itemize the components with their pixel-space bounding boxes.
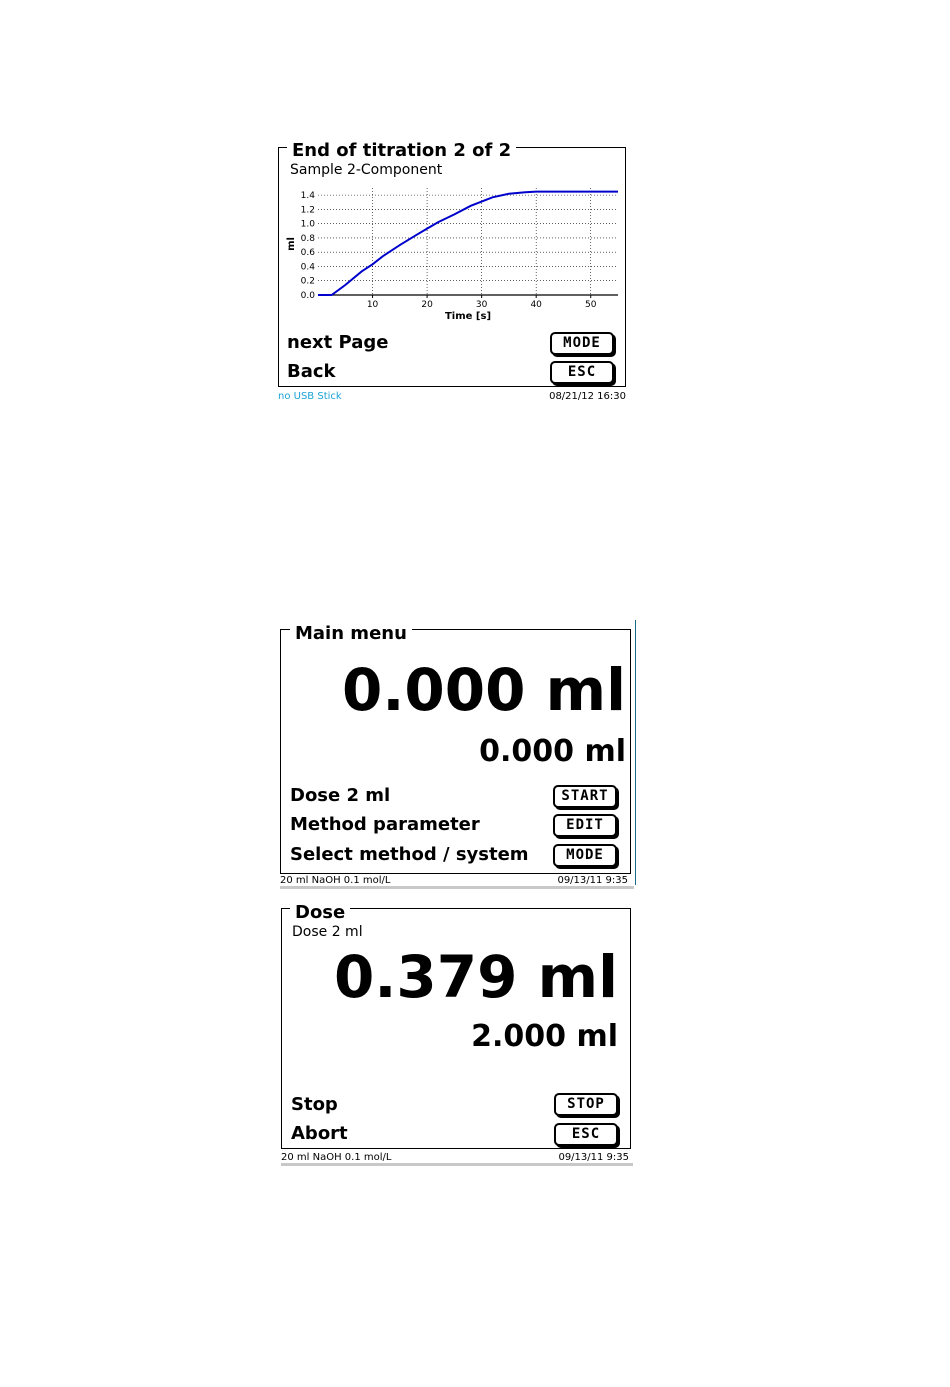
mode-button[interactable]: MODE — [553, 844, 617, 867]
y-tick-label: 0.6 — [300, 248, 315, 259]
esc-button[interactable]: ESC — [550, 361, 614, 384]
back-label: Back — [287, 361, 336, 382]
select-method-label: Select method / system — [290, 844, 529, 865]
status-underline — [281, 1163, 633, 1166]
dose-subtitle: Dose 2 ml — [292, 924, 363, 940]
scroll-indicator — [635, 620, 636, 885]
screen-title: Main menu — [290, 625, 412, 643]
y-tick-label: 1.2 — [300, 205, 315, 216]
y-tick-label: 0.2 — [300, 276, 315, 287]
x-tick-label: 20 — [421, 300, 433, 310]
sample-subtitle: Sample 2-Component — [290, 162, 443, 178]
y-tick-label: 1.0 — [300, 219, 315, 230]
y-tick-label: 1.4 — [300, 191, 315, 202]
stop-button[interactable]: STOP — [554, 1093, 618, 1116]
y-tick-label: 0.0 — [300, 291, 315, 301]
screen-title: End of titration 2 of 2 — [287, 142, 516, 160]
x-axis-label: Time [s] — [444, 311, 492, 322]
x-tick-label: 10 — [366, 300, 379, 310]
next-page-label: next Page — [287, 332, 389, 353]
y-tick-label: 0.8 — [300, 233, 315, 244]
target-volume: 2.000 ml — [471, 1019, 618, 1054]
x-tick-label: 30 — [475, 300, 488, 310]
usb-status: no USB Stick — [278, 391, 342, 402]
dosed-volume: 0.379 ml — [334, 943, 618, 1011]
secondary-volume: 0.000 ml — [479, 734, 626, 769]
y-axis-label: ml — [286, 237, 297, 251]
method-parameter-label: Method parameter — [290, 814, 480, 835]
dose-label: Dose 2 ml — [290, 785, 391, 806]
screen-title: Dose — [290, 904, 350, 922]
titration-chart — [282, 180, 622, 325]
stop-label: Stop — [291, 1094, 338, 1115]
mode-button[interactable]: MODE — [550, 332, 614, 355]
abort-label: Abort — [291, 1123, 348, 1144]
status-underline — [280, 886, 634, 889]
start-button[interactable]: START — [553, 785, 617, 808]
series-line — [318, 192, 618, 295]
x-tick-label: 40 — [530, 300, 542, 310]
x-tick-label: 50 — [585, 300, 597, 310]
y-tick-label: 0.4 — [300, 262, 315, 273]
dosed-volume: 0.000 ml — [342, 656, 626, 724]
edit-button[interactable]: EDIT — [553, 814, 617, 837]
reagent-status: 20 ml NaOH 0.1 mol/L — [281, 1152, 392, 1163]
status-datetime: 09/13/11 9:35 — [557, 875, 628, 886]
esc-button[interactable]: ESC — [554, 1123, 618, 1146]
status-datetime: 09/13/11 9:35 — [558, 1152, 629, 1163]
status-datetime: 08/21/12 16:30 — [549, 391, 626, 402]
reagent-status: 20 ml NaOH 0.1 mol/L — [280, 875, 391, 886]
